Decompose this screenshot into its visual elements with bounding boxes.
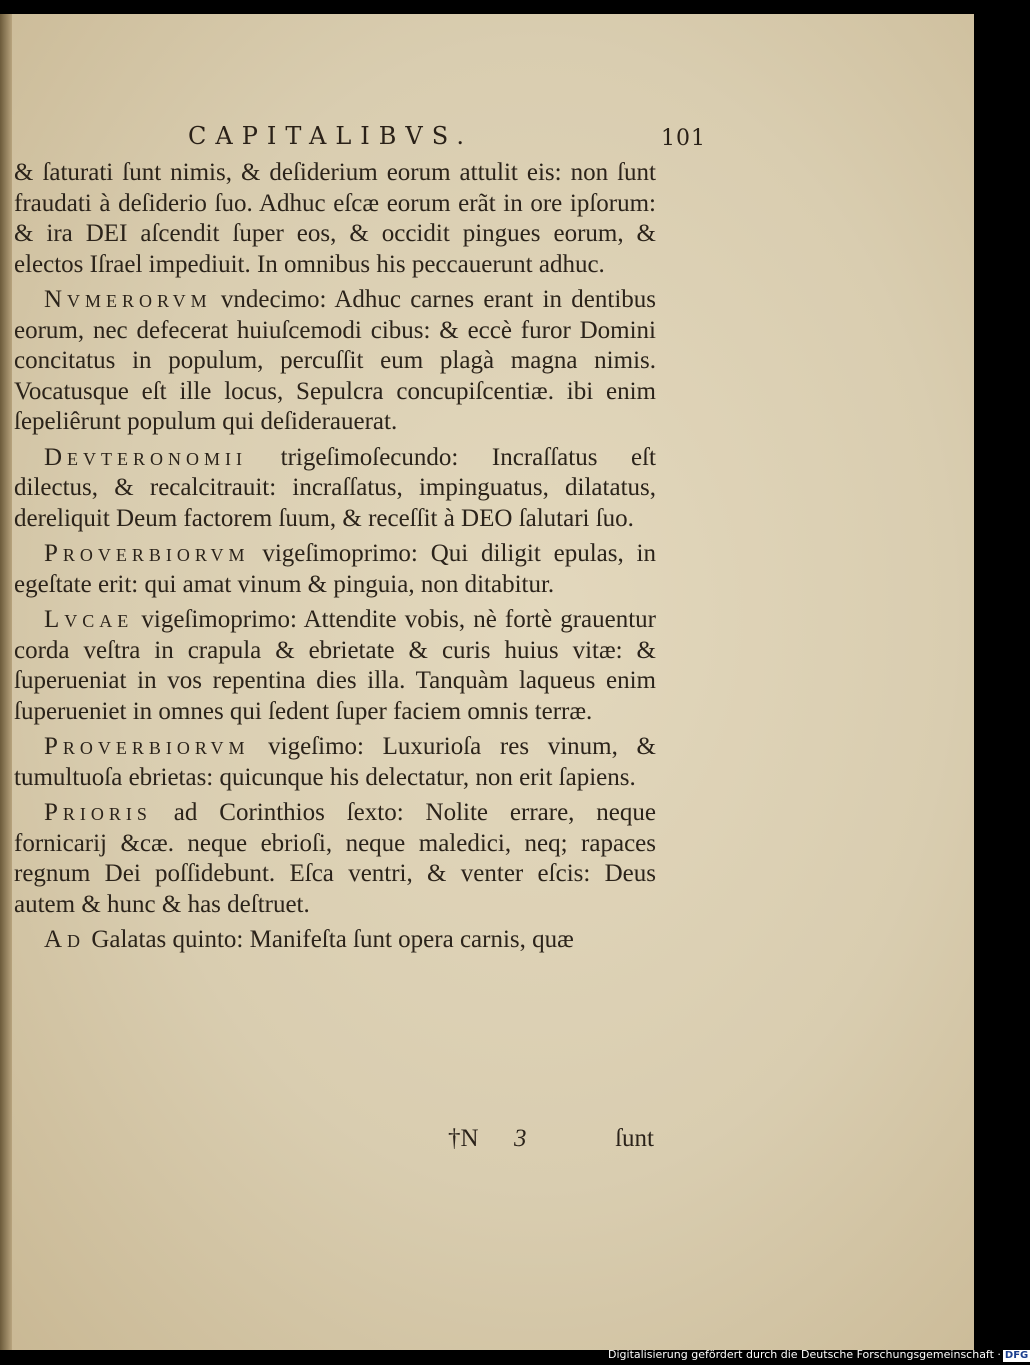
paragraph-text: vigeſimoprimo: Qui diligit epulas, in egeſtate erit: qui amat vinum & pinguia, non ditabitur. [14, 540, 656, 598]
paragraph [14, 443, 656, 535]
dfg-logo: DFG [1004, 1350, 1029, 1361]
digitization-credit [608, 1348, 1029, 1364]
paragraph [14, 539, 656, 600]
paragraph-text: & ſaturati ſunt nimis, & deſiderium eorum attulit eis: non ſunt fraudati à deſiderio ſuo. Adhuc eſcæ eorum erãt in ore ipſorum: & ira DEI aſcendit ſuper eos, & occidit pingues eorum, & electos Iſrael impediuit. In omnibus his peccauerunt adhuc. [14, 159, 656, 278]
book-page [0, 14, 974, 1350]
paragraph [14, 285, 656, 438]
handwritten-mark: 3 [514, 1125, 527, 1152]
paragraph [14, 605, 656, 727]
running-title: CAPITALIBVS. [188, 122, 473, 150]
citation-lead: Devteronomii [44, 443, 248, 471]
paragraph [14, 158, 656, 280]
paragraph [14, 798, 656, 920]
paragraph-text: vigeſimoprimo: Attendite vobis, nè fortè grauentur corda veſtra in crapula & ebrietate & curis huius vitæ: & ſuperueniat in vos repentina dies illa. Tanquàm laqueus enim ſuperueniet in omnes qui ſedent ſuper faciem omnis terræ. [14, 606, 656, 725]
body-text [14, 158, 656, 956]
paragraph [14, 925, 656, 956]
paragraph [14, 732, 656, 793]
citation-lead: Prioris [44, 799, 152, 826]
citation-lead: Proverbiorvm [44, 733, 250, 760]
signature-mark: †N [448, 1125, 479, 1152]
credit-text: Digitalisierung gefördert durch die Deutsche Forschungsgemeinschaft · [608, 1348, 1001, 1361]
catchword: ſunt [615, 1125, 654, 1152]
page-header [188, 122, 974, 156]
page-number: 101 [661, 126, 706, 151]
catchword-line [448, 1125, 658, 1157]
paragraph-text: Galatas quinto: Manifeſta ſunt opera carnis, quæ [85, 926, 574, 953]
citation-lead: Ad [44, 926, 86, 953]
citation-lead: Lvcae [44, 606, 134, 633]
paragraph-text: ad Corinthios ſexto: Nolite errare, neque fornicarij &cæ. neque ebrioſi, neque maledici, neq; rapaces regnum Dei poſſidebunt. Eſca ventri, & venter eſcis: Deus autem & hunc & has deſtruet. [14, 799, 656, 918]
paragraph-text: trigeſimoſecundo: Incraſſatus eſt dilectus, & recalcitrauit: incraſſatus, impinguatus, dilatatus, dereliquit Deum factorem ſuum, & receſſit à DEO ſalutari ſuo. [14, 443, 656, 532]
paragraph-text: vigeſimo: Luxurioſa res vinum, & tumultuoſa ebrietas: quicunque his delectatur, non erit ſapiens. [14, 733, 656, 791]
citation-lead: Nvmerorvm [44, 286, 212, 313]
citation-lead: Proverbiorvm [44, 540, 250, 567]
paragraph-text: vndecimo: Adhuc carnes erant in dentibus eorum, nec defecerat huiuſcemodi cibus: & eccè furor Domini concitatus in populum, percuſſit eum plagà magna nimis. Vocatusque eſt ille locus, Sepulcra concupiſcentiæ. ibi enim ſepeliêrunt populum qui deſiderauerat. [14, 286, 656, 435]
